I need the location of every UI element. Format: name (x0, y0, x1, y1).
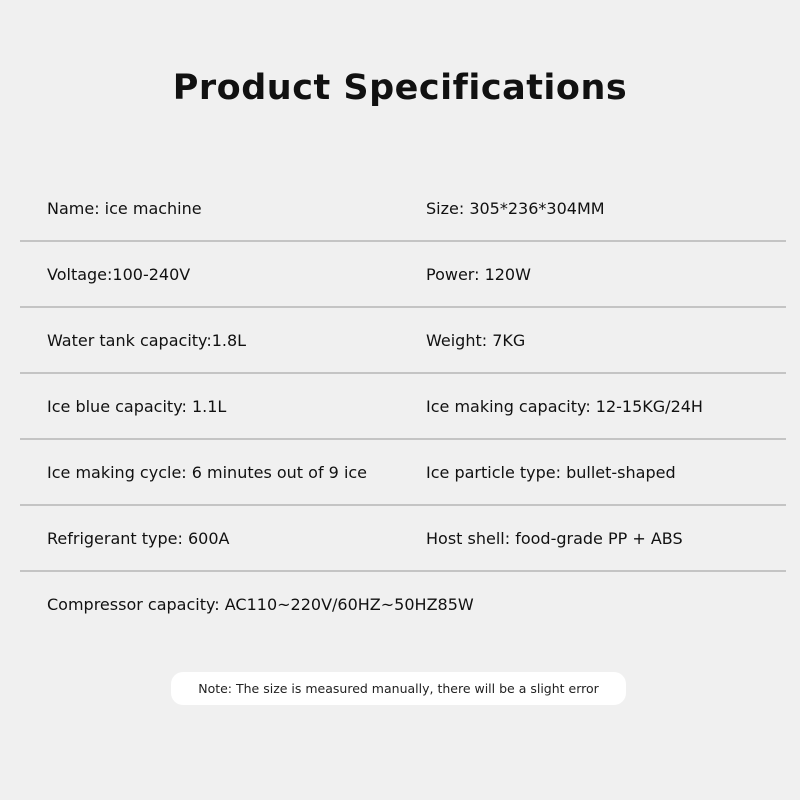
spec-ice-capacity: Ice blue capacity: 1.1L (47, 396, 227, 416)
spec-power: Power: 120W (426, 264, 531, 284)
spec-row (20, 440, 786, 506)
spec-shell: Host shell: food-grade PP + ABS (426, 528, 683, 548)
spec-table (20, 176, 786, 636)
spec-row (20, 506, 786, 572)
spec-cycle: Ice making cycle: 6 minutes out of 9 ice (47, 462, 368, 482)
spec-ice-making-capacity: Ice making capacity: 12-15KG/24H (426, 396, 703, 416)
spec-row (20, 374, 786, 440)
spec-refrigerant: Refrigerant type: 600A (47, 528, 230, 548)
spec-row (20, 572, 786, 636)
page-title: Product Specifications (172, 68, 628, 108)
spec-particle-type: Ice particle type: bullet-shaped (426, 462, 676, 482)
spec-row (20, 308, 786, 374)
spec-weight: Weight: 7KG (426, 330, 526, 350)
spec-size: Size: 305*236*304MM (426, 198, 605, 218)
spec-voltage: Voltage:100-240V (47, 264, 191, 284)
spec-water-tank: Water tank capacity:1.8L (47, 330, 247, 350)
note-banner: Note: The size is measured manually, there will be a slight error (171, 672, 626, 705)
spec-row (20, 176, 786, 242)
spec-compressor: Compressor capacity: AC110~220V/60HZ~50HZ85W (47, 594, 474, 614)
spec-name: Name: ice machine (47, 198, 202, 218)
spec-row (20, 242, 786, 308)
